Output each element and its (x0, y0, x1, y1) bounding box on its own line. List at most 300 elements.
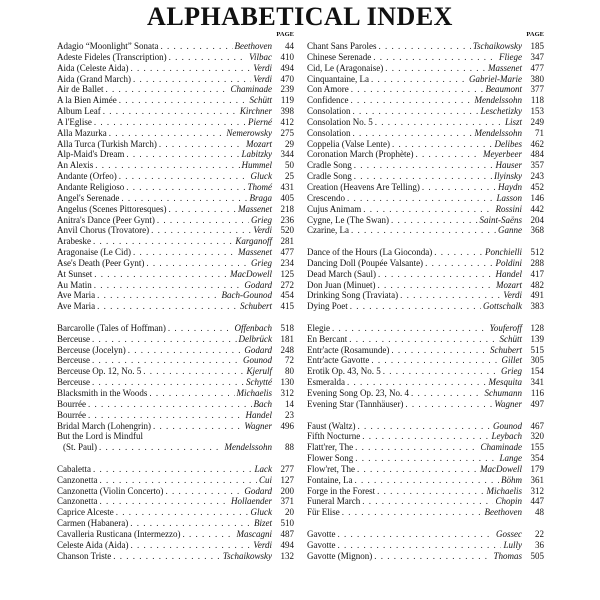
index-entry (57, 247, 294, 258)
entry-title: Chanson Triste (57, 550, 112, 561)
entry-page-number: 181 (280, 333, 294, 344)
dot-leader (363, 204, 493, 215)
section-gap (307, 312, 544, 323)
entry-composer: Godard (244, 485, 272, 496)
entry-page-number: 179 (530, 463, 544, 474)
entry-page-number: 487 (280, 528, 294, 539)
entry-composer: Fliege (499, 51, 522, 62)
entry-composer: Verdi (253, 73, 272, 84)
entry-title: Barcarolle (Tales of Hoffman) (57, 322, 166, 333)
index-entry (307, 366, 544, 377)
entry-composer: Lange (499, 453, 522, 464)
entry-title: A la Bien Aimée (57, 95, 117, 106)
entry-composer: Mesquita (488, 377, 522, 388)
entry-page-number: 118 (530, 95, 544, 106)
entry-title: Aida (Grand March) (57, 73, 131, 84)
index-entry (57, 540, 294, 551)
entry-composer: Meyerbeer (483, 149, 522, 160)
entry-title: Berceuse (57, 377, 90, 388)
dot-leader (353, 106, 479, 117)
entry-page-number: 20 (285, 507, 294, 518)
dot-leader (351, 225, 496, 236)
entry-composer: Chaminade (230, 84, 272, 95)
entry-page-number: 344 (280, 149, 294, 160)
index-entry (307, 84, 544, 95)
dot-leader (92, 377, 244, 388)
entry-page-number: 243 (530, 171, 544, 182)
dot-leader (121, 193, 247, 204)
entry-composer: Beethoven (484, 507, 522, 518)
entry-title: Cinquantaine, La (307, 73, 369, 84)
entry-title: Don Juan (Minuet) (307, 279, 376, 290)
section-gap (57, 453, 294, 464)
index-entry (57, 139, 294, 150)
dot-leader (355, 453, 497, 464)
dot-leader (94, 117, 246, 128)
index-entry (57, 117, 294, 128)
dot-leader (355, 475, 500, 486)
entry-composer: Wagner (494, 398, 522, 409)
entry-composer: Verdi (253, 539, 272, 550)
dot-leader (99, 496, 229, 507)
entry-composer: Youferoff (489, 322, 522, 333)
entry-composer: Delibes (494, 138, 522, 149)
entry-composer: Leschetizky (480, 106, 522, 117)
dot-leader (355, 442, 478, 453)
entry-title: Angelus (Scenes Pittoresques) (57, 203, 167, 214)
entry-title: Cradle Song (307, 160, 352, 171)
index-entry (307, 496, 544, 507)
dot-leader (338, 529, 495, 540)
entry-title: Blacksmith in the Woods (57, 388, 148, 398)
dot-leader (160, 41, 232, 52)
index-entry (57, 399, 294, 410)
index-entry (57, 236, 294, 247)
entry-page-number: 239 (280, 84, 294, 95)
dot-leader (92, 334, 237, 345)
entry-page-number: 155 (530, 442, 544, 453)
entry-composer: Mozart (245, 138, 272, 149)
entry-title: Cabaletta (57, 463, 91, 474)
entry-page-number: 515 (530, 344, 544, 355)
entry-composer: Grieg (501, 366, 522, 377)
entry-composer: Gabriel-Marie (469, 73, 522, 84)
entry-page-number: 218 (280, 203, 294, 214)
index-entry (307, 486, 544, 497)
entry-page-number: 354 (530, 453, 544, 464)
index-entry (57, 128, 294, 139)
index-entry (307, 160, 544, 171)
index-entry (307, 421, 544, 432)
entry-composer: Poldini (495, 257, 522, 268)
entry-composer: Ganne (498, 225, 522, 236)
index-entry (57, 41, 294, 52)
entry-title: Alla Turca (Turkish March) (57, 138, 157, 149)
entry-title: Funeral March (307, 496, 361, 507)
dot-leader (374, 551, 491, 562)
entry-title: Air de Ballet (57, 84, 104, 95)
section-gap (57, 312, 294, 323)
entry-page-number: 383 (530, 301, 544, 312)
entry-page-number: 417 (530, 268, 544, 279)
index-entry (57, 507, 294, 518)
entry-title: Canzonetta (57, 496, 98, 507)
index-entry (307, 290, 544, 301)
index-entry (307, 507, 544, 518)
entry-composer: Grieg (251, 214, 272, 225)
entry-page-number: 288 (530, 257, 544, 268)
entry-composer: Gossec (496, 528, 522, 539)
index-entry (307, 377, 544, 388)
index-entry (57, 366, 294, 377)
dot-leader (378, 269, 494, 280)
index-column-right (307, 28, 544, 562)
dot-leader (391, 345, 488, 356)
index-entry (57, 160, 294, 171)
entry-title: En Bercant (307, 333, 348, 344)
entry-composer: Thomas (493, 550, 522, 561)
dot-leader (159, 139, 244, 150)
entry-composer: Gluck (250, 507, 272, 518)
entry-title: Cavalleria Rusticana (Intermezzo) (57, 528, 181, 539)
entry-page-number: 361 (530, 474, 544, 485)
index-entry (307, 431, 544, 442)
entry-composer: Chopin (495, 496, 522, 507)
entry-title: Gavotte (307, 528, 336, 539)
index-entry (307, 345, 544, 356)
entry-title: Caprice Alceste (57, 507, 114, 518)
dot-leader (391, 215, 478, 226)
entry-page-number: 248 (280, 344, 294, 355)
entry-composer: Ponchielli (485, 247, 522, 258)
entry-composer: Bach-Gounod (221, 290, 272, 301)
entry-page-number: 477 (280, 247, 294, 258)
entry-page-number: 50 (285, 160, 294, 171)
entry-page-number: 272 (280, 279, 294, 290)
dot-leader (168, 323, 233, 334)
dot-leader (106, 84, 229, 95)
entry-title: Alp-Maid's Dream (57, 149, 125, 160)
entry-title: Gavotte (307, 539, 336, 550)
entry-page-number: 277 (280, 463, 294, 474)
entry-page-number: 510 (280, 518, 294, 529)
entry-title: Angel's Serenade (57, 192, 120, 203)
index-list (57, 41, 294, 562)
index-entry (57, 355, 294, 366)
entry-title: Drinking Song (Traviata) (307, 290, 399, 301)
entry-composer: Beaumont (485, 84, 522, 95)
entry-title: Con Amore (307, 84, 349, 95)
entry-page-number: 484 (530, 149, 544, 160)
index-entry (57, 388, 294, 399)
entry-composer: Massenet (488, 62, 522, 73)
section-gap (307, 518, 544, 529)
index-entry (57, 442, 294, 453)
entry-page-number: 447 (530, 496, 544, 507)
dot-leader (93, 464, 253, 475)
dot-leader (392, 139, 493, 150)
index-entry (307, 52, 544, 63)
index-entry (307, 247, 544, 258)
entry-page-number: 415 (280, 301, 294, 312)
index-entry (307, 269, 544, 280)
entry-composer: Schytté (246, 377, 272, 388)
dot-leader (169, 52, 248, 63)
entry-composer: Karganoff (235, 236, 272, 247)
entry-page-number: 398 (280, 106, 294, 117)
entry-composer: Saint-Saëns (479, 214, 522, 225)
entry-title: Anvil Chorus (Trovatore) (57, 225, 150, 236)
entry-title: Forge in the Forest (307, 485, 376, 496)
dot-leader (119, 171, 249, 182)
index-entry (307, 171, 544, 182)
entry-title: Ave Maria (57, 290, 96, 301)
entry-title: Cujus Animam (307, 203, 362, 214)
entry-title: Coppelia (Valse Lente) (307, 138, 390, 149)
index-entry (307, 225, 544, 236)
entry-page-number: 305 (530, 355, 544, 366)
entry-composer: Pierné (248, 116, 272, 127)
dot-leader (371, 74, 467, 85)
entry-title: Berceuse (Jocelyn) (57, 344, 126, 355)
entry-composer: Gounod (493, 420, 522, 431)
dot-leader (130, 63, 251, 74)
dot-leader (353, 128, 473, 139)
entry-title: Adagio “Moonlight” Sonata (57, 41, 159, 51)
dot-leader (103, 106, 238, 117)
entry-title: Entr'acte Gavotte (307, 355, 370, 366)
entry-title: Alla Mazurka (57, 127, 107, 138)
dot-leader (157, 215, 249, 226)
entry-title: Ave Maria (57, 301, 96, 312)
entry-page-number: 494 (280, 62, 294, 73)
entry-title: Entr'acte (Rosamunde) (307, 344, 390, 355)
entry-title: Creation (Heavens Are Telling) (307, 181, 420, 192)
entry-page-number: 371 (280, 496, 294, 507)
index-entry (307, 399, 544, 410)
dot-leader (350, 301, 481, 312)
index-entry (307, 464, 544, 475)
dot-leader (400, 290, 501, 301)
entry-page-number: 410 (280, 51, 294, 62)
entry-page-number: 48 (535, 507, 544, 518)
index-entry (57, 486, 294, 497)
dot-leader (338, 540, 502, 551)
index-entry (307, 529, 544, 540)
dot-leader (332, 323, 488, 334)
entry-title: Bourrée (57, 409, 86, 420)
dot-leader (119, 95, 248, 106)
entry-composer: Lasson (496, 192, 522, 203)
index-entry (57, 52, 294, 63)
index-entry (307, 442, 544, 453)
index-entry (57, 551, 294, 562)
entry-page-number: 80 (285, 366, 294, 377)
index-entry (57, 269, 294, 280)
entry-composer: Kirchner (239, 106, 272, 117)
entry-title: Fontaine, La (307, 474, 353, 485)
entry-page-number: 405 (280, 192, 294, 203)
dot-leader (95, 160, 239, 171)
index-entry (307, 74, 544, 85)
index-entry (57, 421, 294, 432)
entry-composer: Hollaender (231, 496, 272, 507)
index-entry (57, 225, 294, 236)
entry-page-number: 72 (285, 355, 294, 366)
entry-title: Crescendo (307, 192, 345, 203)
entry-page-number: 497 (530, 398, 544, 409)
entry-title: (St. Paul) (63, 442, 98, 453)
entry-title: Evening Star (Tannhäuser) (307, 398, 404, 409)
entry-composer: Labitzky (241, 149, 272, 160)
index-entry (57, 345, 294, 356)
dot-leader (130, 518, 252, 529)
page-column-header: PAGE (526, 31, 544, 38)
entry-page-number: 482 (530, 279, 544, 290)
entry-composer: Thomé (247, 181, 272, 192)
entry-title: Arabeske (57, 236, 91, 247)
entry-page-number: 312 (280, 388, 294, 398)
index-entry (57, 63, 294, 74)
index-entry (307, 63, 544, 74)
entry-page-number: 127 (280, 474, 294, 485)
entry-page-number: 412 (280, 116, 294, 127)
entry-title: Cradle Song (307, 171, 352, 182)
index-entry (307, 388, 544, 399)
entry-composer: MacDowell (480, 463, 522, 474)
dot-leader (354, 171, 492, 182)
entry-composer: Schütt (249, 95, 272, 106)
dot-leader (99, 475, 257, 486)
entry-title: Album Leaf (57, 106, 101, 117)
index-entry (57, 377, 294, 388)
entry-title: Bourrée (57, 398, 86, 409)
entry-title: Andante Religioso (57, 181, 125, 192)
entry-title: Dance of the Hours (La Gioconda) (307, 247, 433, 258)
entry-title: Dying Poet (307, 301, 348, 312)
dot-leader (97, 301, 238, 312)
index-entry (307, 280, 544, 291)
index-entry (307, 117, 544, 128)
dot-leader (149, 388, 234, 399)
entry-composer: Mozart (495, 279, 522, 290)
page-title: ALPHABETICAL INDEX (147, 2, 453, 31)
entry-title: A l'Eglise (57, 116, 92, 127)
entry-page-number: 442 (530, 203, 544, 214)
dot-leader (88, 399, 252, 410)
entry-composer: Handel (495, 268, 522, 279)
entry-page-number: 116 (530, 388, 544, 398)
index-entry (57, 323, 294, 334)
entry-page-number: 518 (280, 322, 294, 333)
entry-composer: Leybach (491, 431, 522, 442)
dot-leader (371, 355, 499, 366)
dot-leader (168, 204, 236, 215)
dot-leader (378, 280, 494, 291)
entry-composer: Schütt (499, 333, 522, 344)
entry-title: Consolation (307, 127, 351, 138)
entry-composer: Verdi (253, 225, 272, 236)
entry-page-number: 477 (530, 62, 544, 73)
index-entry (57, 215, 294, 226)
entry-title: Consolation No. 5 (307, 116, 373, 127)
entry-page-number: 312 (530, 485, 544, 496)
entry-composer: Schubert (240, 301, 272, 312)
index-entry (57, 84, 294, 95)
entry-composer: Wagner (244, 420, 272, 431)
entry-title: Carmen (Habanera) (57, 518, 129, 529)
entry-page-number: 88 (285, 442, 294, 453)
dot-leader (143, 366, 244, 377)
entry-title: Confidence (307, 95, 349, 106)
dot-leader (425, 258, 493, 269)
entry-composer: Bach (253, 398, 272, 409)
dot-leader (88, 410, 244, 421)
index-entry (57, 258, 294, 269)
entry-composer: Vilbac (249, 51, 272, 62)
dot-leader (347, 193, 494, 204)
entry-composer: Mascagni (236, 528, 272, 539)
entry-title: Evening Song Op. 23, No. 4 (307, 388, 409, 398)
entry-page-number: 341 (530, 377, 544, 388)
index-entry (307, 323, 544, 334)
entry-composer: Bizet (254, 518, 272, 529)
index-entry (307, 334, 544, 345)
entry-title: Chinese Serenade (307, 51, 372, 62)
dot-leader (109, 128, 225, 139)
index-entry (307, 475, 544, 486)
entry-page-number: 44 (285, 41, 294, 51)
entry-composer: MacDowell (230, 268, 272, 279)
entry-title: At Sunset (57, 268, 93, 279)
entry-title: Dancing Doll (Poupée Valsante) (307, 257, 424, 268)
entry-title: Fifth Nocturne (307, 431, 361, 442)
dot-leader (377, 486, 484, 497)
entry-title: Flow'ret, The (307, 463, 355, 474)
entry-page-number: 454 (280, 290, 294, 301)
dot-leader (351, 84, 484, 95)
entry-page-number: 200 (280, 485, 294, 496)
entry-composer: Haydn (498, 181, 522, 192)
entry-title: Für Elise (307, 507, 340, 518)
entry-page-number: 281 (280, 236, 294, 247)
entry-composer: Chaminade (480, 442, 522, 453)
section-gap (307, 236, 544, 247)
entry-title: Bridal March (Lohengrin) (57, 420, 151, 431)
dot-leader (99, 442, 222, 453)
entry-page-number: 23 (285, 409, 294, 420)
index-entry (57, 475, 294, 486)
entry-title: Coronation March (Prophète) (307, 149, 414, 160)
index-entry (307, 215, 544, 226)
dot-leader (94, 269, 228, 280)
entry-composer: Gottschalk (483, 301, 522, 312)
entry-composer: Nemerowsky (226, 127, 272, 138)
index-entry (57, 95, 294, 106)
dot-leader (113, 551, 221, 562)
entry-page-number: 368 (530, 225, 544, 236)
index-entry (57, 334, 294, 345)
dot-leader (165, 486, 242, 497)
entry-composer: Godard (244, 344, 272, 355)
entry-composer: Offenbach (234, 322, 272, 333)
index-entry (57, 431, 294, 442)
entry-composer: Mendelssohn (224, 442, 272, 453)
entry-page-number: 125 (280, 268, 294, 279)
index-entry (57, 464, 294, 475)
entry-page-number: 467 (530, 420, 544, 431)
dot-leader (130, 540, 251, 551)
